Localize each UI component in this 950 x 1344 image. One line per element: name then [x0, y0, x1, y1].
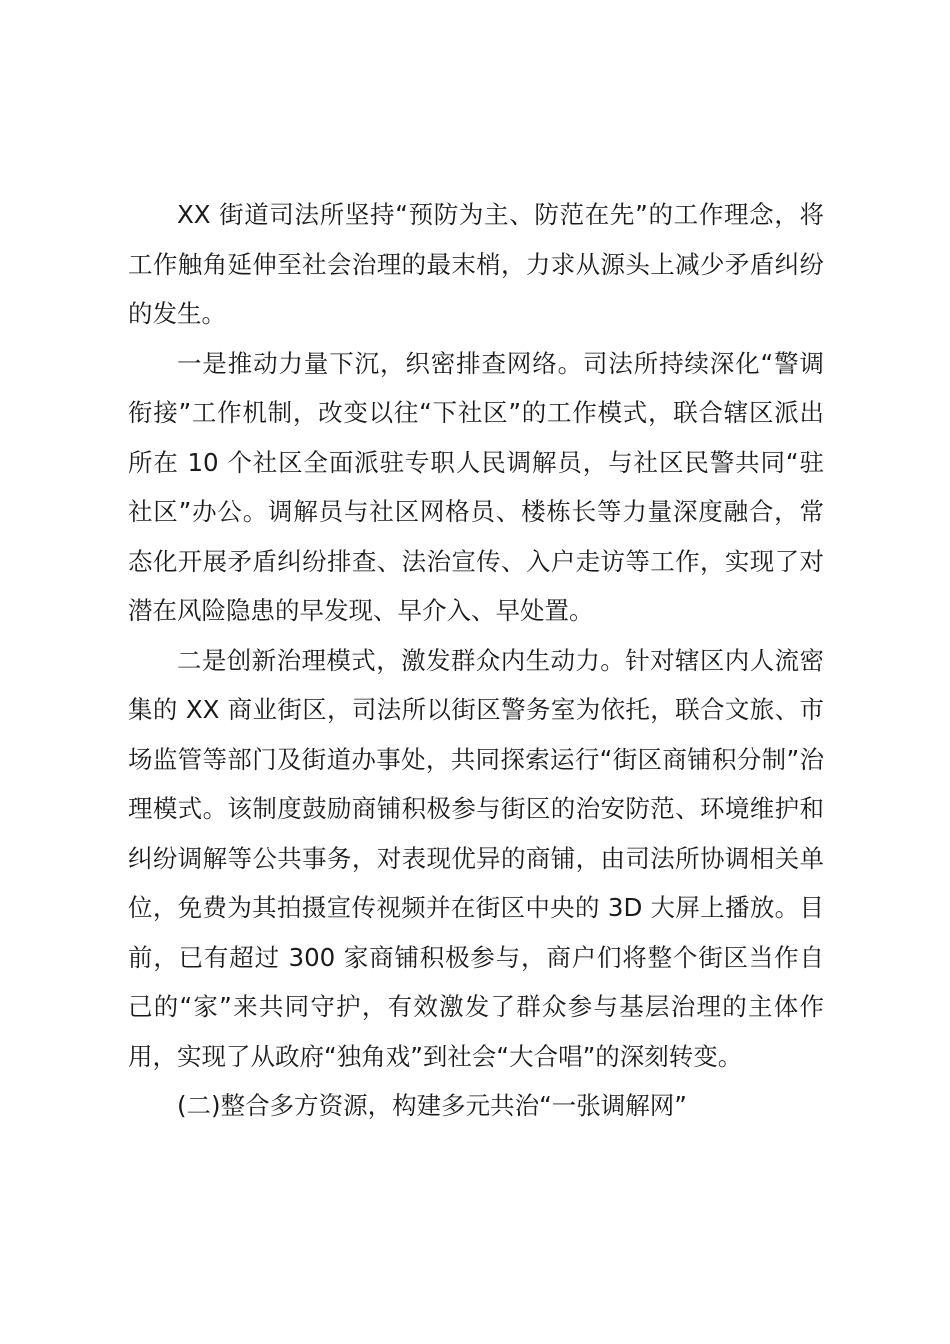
paragraph-point-one: 一是推动力量下沉，织密排查网络。司法所持续深化“警调衔接”工作机制，改变以往“下社区”的工作模式，联合辖区派出所在 10 个社区全面派驻专职人民调解员，与社区民警共同“驻社区”办公。调解员与社区网格员、楼栋长等力量深度融合，常态化开展矛盾纠纷排查、法治宣传、入户走访等工作，实现了对潜在风险隐患的早发现、早介入、早处置。 — [128, 348, 824, 625]
paragraph-point-two: 二是创新治理模式，激发群众内生动力。针对辖区内人流密集的 XX 商业街区，司法所以街区警务室为依托，联合文旅、市场监管等部门及街道办事处，共同探索运行“街区商铺积分制”治理模式。该制度鼓励商铺积极参与街区的治安防范、环境维护和纠纷调解等公共事务，对表现优异的商铺，由司法所协调相关单位，免费为其拍摄宣传视频并在街区中央的 3D 大屏上播放。目前，已有超过 300 家商铺积极参与，商户们将整个街区当作自己的“家”来共同守护，有效激发了群众参与基层治理的主体作用，实现了从政府“独角戏”到社会“大合唱”的深刻转变。 — [128, 645, 824, 1071]
document-body — [128, 190, 824, 1131]
paragraph-intro: XX 街道司法所坚持“预防为主、防范在先”的工作理念，将工作触角延伸至社会治理的最末梢，力求从源头上减少矛盾纠纷的发生。 — [128, 200, 824, 328]
section-heading: (二)整合多方资源，构建多元共治“一张调解网” — [177, 1091, 687, 1120]
